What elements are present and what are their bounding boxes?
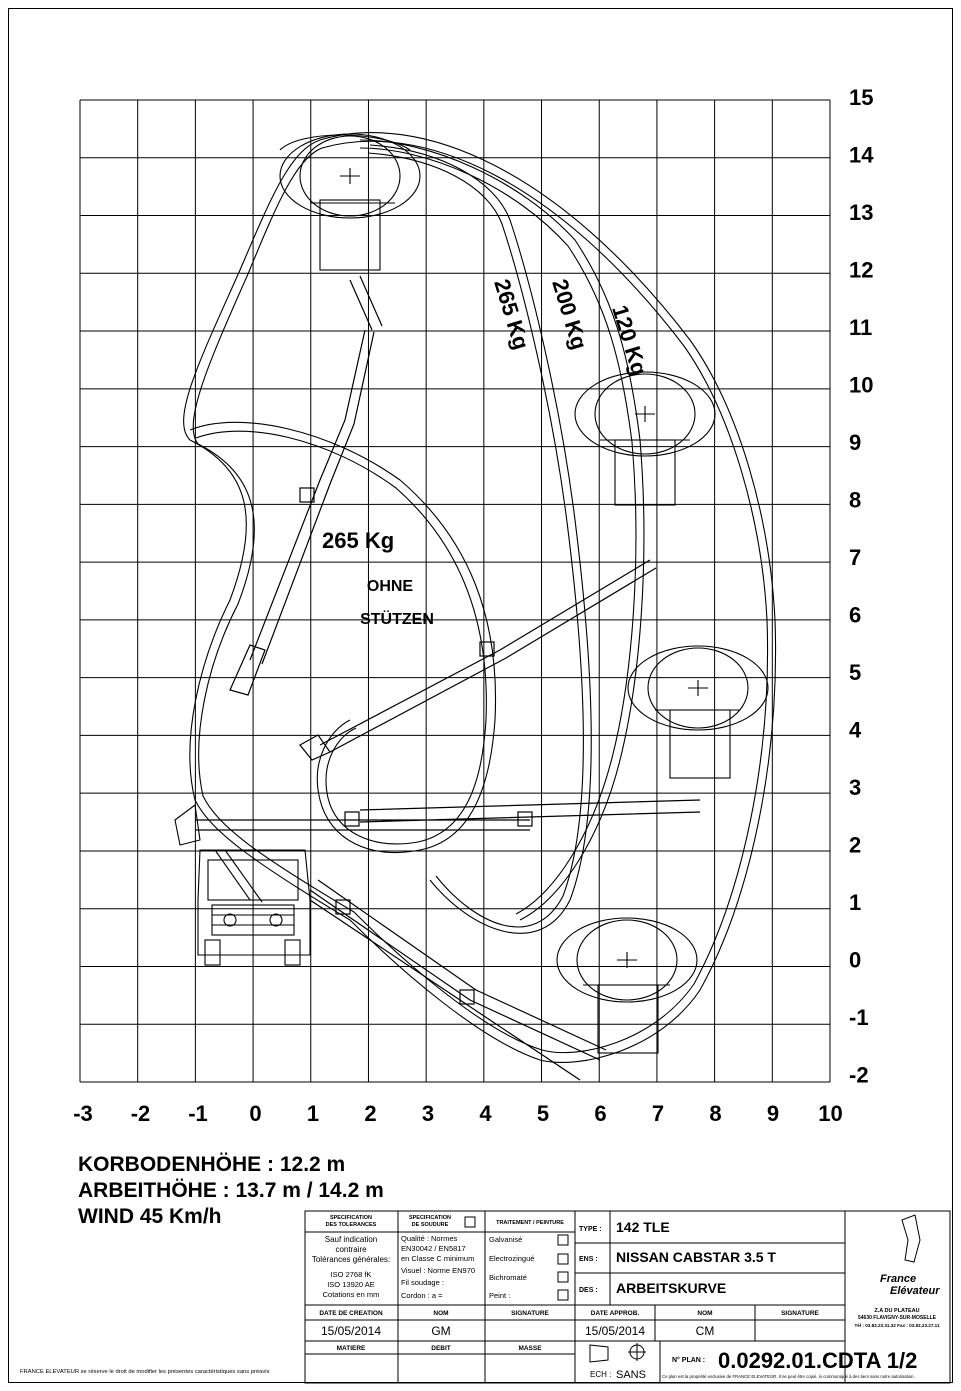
baskets: [280, 134, 768, 1053]
x-tick-label: 7: [651, 1101, 665, 1126]
y-tick-label: 15: [849, 85, 874, 110]
envelope-ohne-stuetzen-curve: [190, 422, 496, 852]
platform-height: KORBODENHÖHE : 12.2 m: [78, 1153, 346, 1176]
inner-load-label: 265 Kg: [322, 528, 395, 553]
load-label-120: 120 Kg: [607, 302, 653, 379]
title-block-text: [312, 1215, 940, 1381]
signature-label-2: SIGNATURE: [781, 1310, 819, 1317]
y-tick-label: 0: [849, 947, 862, 973]
x-tick-label: -2: [130, 1101, 151, 1126]
company-address-3: Tél : 03.83.23.31.32 Fax : 03.83.23.27.11: [854, 1323, 940, 1328]
tolerance-text-5: ISO 13920 AE: [327, 1280, 375, 1289]
welding-text-5: Fil soudage :: [401, 1278, 444, 1287]
load-labels: [322, 276, 652, 553]
x-tick-label: 9: [766, 1101, 780, 1126]
y-tick-label: 8: [849, 487, 862, 513]
welding-text-3: en Classe C minimum: [401, 1254, 475, 1263]
inner-note: [360, 578, 434, 628]
tolerance-text-4: ISO 2768 fK: [330, 1270, 372, 1279]
basket-right-middle: [628, 646, 768, 778]
x-tick-label: 3: [421, 1101, 435, 1126]
x-tick-label: 2: [364, 1101, 377, 1126]
envelope-200kg-curve-inner-line: [360, 148, 636, 914]
x-axis-ticks: [73, 1101, 843, 1126]
ech-value: SANS: [616, 1369, 646, 1381]
masse-label: MASSE: [518, 1345, 542, 1352]
y-tick-label: 10: [849, 372, 874, 398]
date-creation-label: DATE DE CREATION: [319, 1310, 383, 1317]
welding-text-2: EN30042 / EN5817: [401, 1244, 466, 1253]
y-tick-label: 4: [849, 717, 862, 743]
y-tick-label: 1: [849, 890, 862, 915]
date-approb-label: DATE APPROB.: [590, 1310, 640, 1317]
boom-joint-3: [345, 812, 359, 826]
plan-number: 0.0292.01.CDTA 1/2: [718, 1348, 918, 1373]
des-label: DES :: [579, 1287, 598, 1294]
treatment-peint: Peint :: [489, 1291, 511, 1300]
boom-joint-4: [518, 812, 532, 826]
ech-label: ECH :: [590, 1370, 612, 1379]
signature-label-1: SIGNATURE: [511, 1310, 549, 1317]
welding-text-4: Visuel : Norme EN970: [401, 1266, 476, 1275]
company-address-2: 54630 FLAVIGNY-SUR-MOSELLE: [858, 1315, 936, 1321]
basket-top: [280, 134, 420, 270]
wind-speed: WIND 45 Km/h: [78, 1205, 222, 1228]
y-tick-label: 5: [849, 660, 862, 685]
welding-text-6: Cordon : a =: [401, 1291, 443, 1300]
treatment-electrozingue: Electrozingué: [489, 1254, 535, 1263]
ens-value: NISSAN CABSTAR 3.5 T: [616, 1249, 776, 1265]
x-tick-label: 10: [818, 1101, 843, 1126]
y-tick-label: 6: [849, 602, 862, 628]
x-tick-label: -1: [188, 1101, 208, 1126]
y-tick-label: 3: [849, 775, 862, 800]
y-tick-label: 7: [849, 545, 862, 570]
nom-label-1: NOM: [433, 1310, 449, 1317]
basket-right-upper: [575, 372, 715, 505]
inner-note-line-1: OHNE: [366, 578, 414, 595]
y-tick-label: 12: [849, 257, 874, 283]
x-tick-label: 0: [249, 1101, 262, 1126]
footer-note: FRANCE ELEVATEUR se réserve le droit de modifier les présentes caractéristiques sans préavis: [20, 1369, 270, 1375]
spec-tolerances-header-1: SPECIFICATION: [329, 1215, 373, 1221]
nom-label-2: NOM: [697, 1310, 713, 1317]
welding-text-1: Qualité : Normes: [401, 1234, 458, 1243]
tolerance-text-6: Cotations en mm: [322, 1290, 380, 1299]
y-axis-ticks: [849, 85, 874, 1088]
envelope-265kg-curve-inner-line: [368, 153, 583, 927]
x-tick-label: -3: [73, 1101, 93, 1126]
type-value: 142 TLE: [616, 1219, 670, 1235]
matiere-label: MATIERE: [336, 1345, 366, 1352]
working-height: ARBEITHÖHE : 13.7 m / 14.2 m: [78, 1179, 384, 1202]
tolerance-text-1: Sauf indication: [324, 1235, 378, 1244]
date-approb-value: 15/05/2014: [584, 1324, 646, 1338]
envelope-ohne-stuetzen-curve-inner-line: [196, 431, 486, 844]
company-logo-text-2: Elévateur: [890, 1285, 940, 1297]
date-creation-value: 15/05/2014: [320, 1324, 382, 1338]
type-label: TYPE :: [579, 1226, 602, 1233]
x-tick-label: 8: [709, 1101, 722, 1126]
inner-note-line-2: STÜTZEN: [360, 611, 434, 628]
treatment-header: TRAITEMENT / PEINTURE: [496, 1220, 564, 1226]
ens-label: ENS :: [579, 1256, 598, 1263]
plan-label: N° PLAN :: [672, 1357, 706, 1364]
basket-bottom: [557, 918, 697, 1053]
boom-upper-jib: [350, 276, 382, 330]
envelope-curves: [184, 133, 776, 1063]
company-address-1: Z.A DU PLATEAU: [874, 1308, 920, 1314]
y-tick-label: 14: [849, 142, 874, 168]
debit-label: DEBIT: [431, 1345, 451, 1352]
y-tick-label: 11: [849, 315, 873, 340]
load-label-200: 200 Kg: [547, 276, 593, 353]
y-tick-label: -1: [849, 1005, 869, 1030]
tolerance-text-3: Tolérances générales:: [311, 1255, 391, 1264]
spec-welding-header-1: SPECIFICATION: [408, 1215, 452, 1221]
x-tick-label: 6: [594, 1101, 607, 1126]
treatment-galvanise: Galvanisé: [489, 1235, 523, 1244]
author-value: GM: [431, 1324, 451, 1338]
ownership-note: Ce plan est la propriété exclusive de FRANCE ELEVATEUR. Il ne peut être copié, ni communiqué à des tiers sans notre autorisation.: [662, 1374, 915, 1379]
boom-horizontal: [195, 800, 700, 830]
boom-lower-upper-arm: [310, 900, 580, 1080]
y-tick-label: -2: [849, 1062, 869, 1088]
boom-upper: [250, 330, 374, 664]
spec-tolerances-header-2: DES TOLERANCES: [325, 1222, 377, 1228]
company-logo-text-1: France: [880, 1273, 917, 1285]
y-tick-label: 13: [849, 200, 874, 225]
des-value: ARBEITSKURVE: [616, 1280, 727, 1296]
spec-welding-header-2: DE SOUDURE: [411, 1222, 449, 1228]
x-tick-label: 5: [536, 1101, 550, 1126]
y-tick-label: 9: [849, 430, 862, 455]
load-label-265: 265 Kg: [489, 276, 535, 353]
company-logo-icon: [902, 1215, 920, 1262]
tolerance-text-2: contraire: [335, 1245, 367, 1254]
x-tick-label: 4: [479, 1101, 492, 1126]
boom-hook-left: [230, 645, 265, 695]
boom-hook-diag: [300, 735, 330, 760]
x-tick-label: 1: [306, 1101, 320, 1126]
y-tick-label: 2: [849, 832, 862, 858]
specs-block: [78, 1152, 384, 1230]
approver-value: CM: [695, 1324, 715, 1338]
boom-lower: [310, 880, 606, 1060]
envelope-265kg-curve: [370, 145, 591, 933]
treatment-bichromate: Bichromaté: [489, 1273, 527, 1282]
